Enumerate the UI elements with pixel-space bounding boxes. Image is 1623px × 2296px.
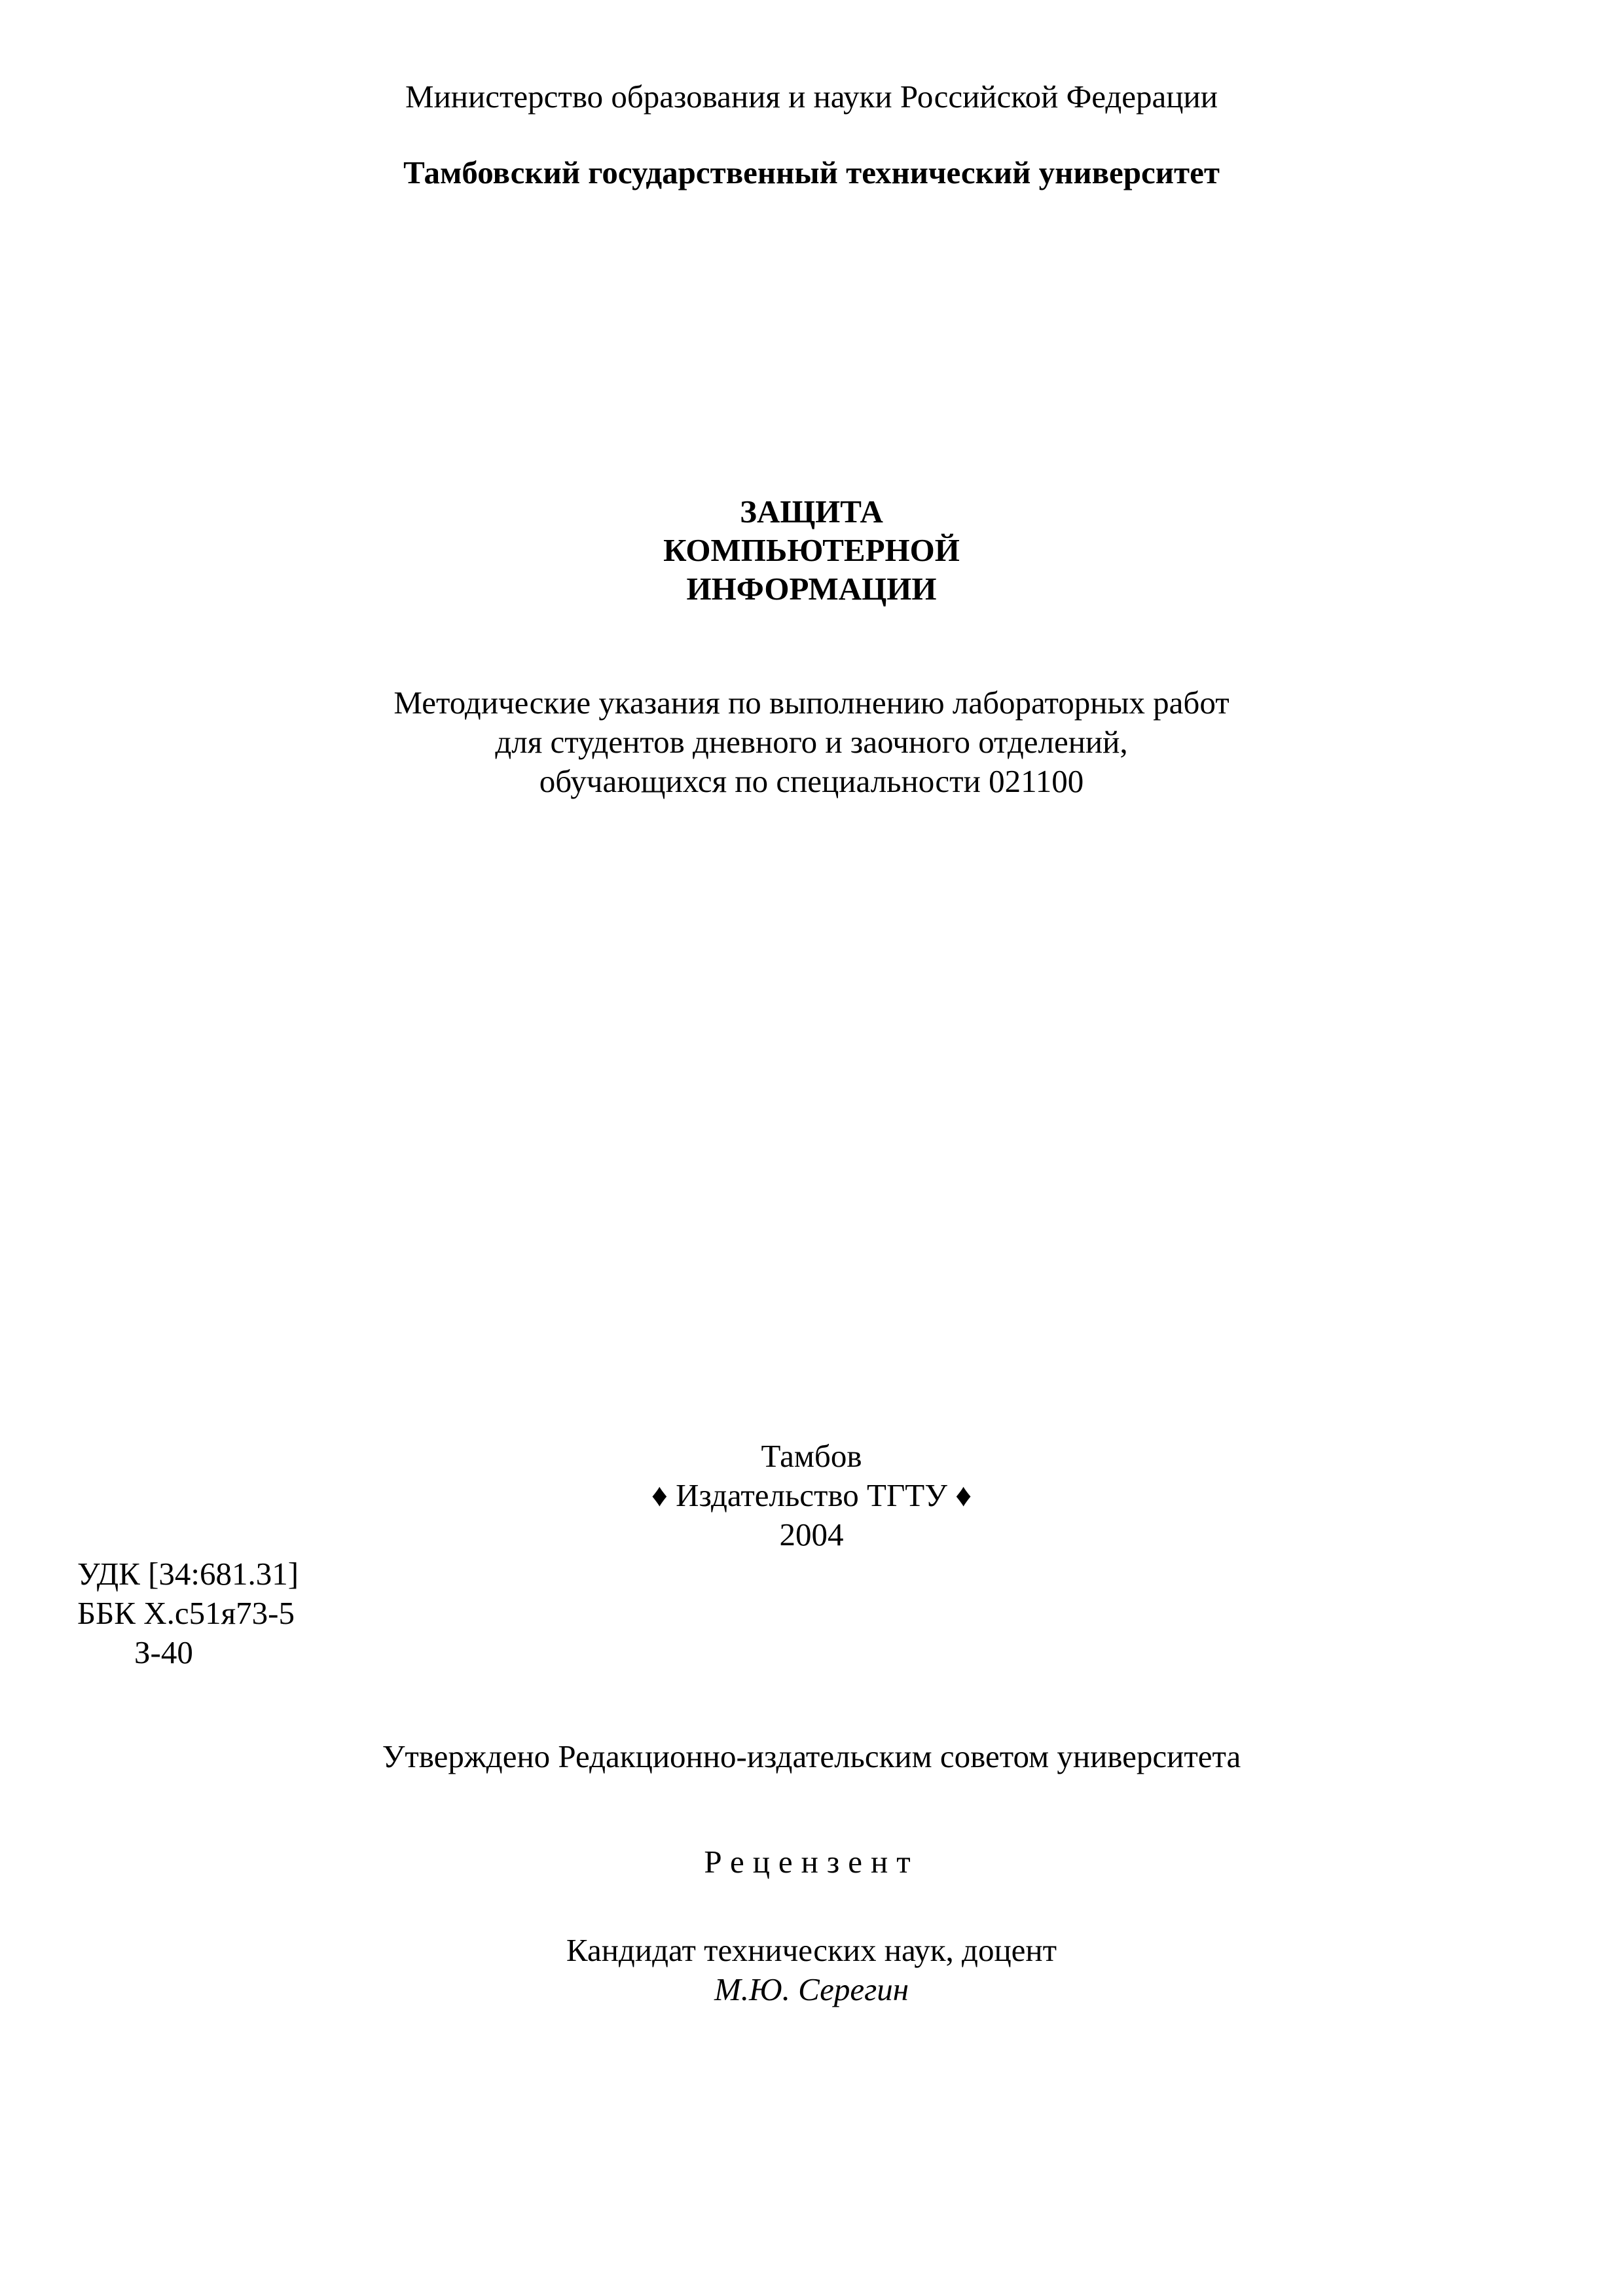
reviewer-heading: Рецензент xyxy=(704,1844,919,1880)
imprint-year: 2004 xyxy=(779,1516,844,1552)
reviewer-degree: Кандидат технических наук, доцент xyxy=(566,1932,1057,1968)
ministry-name: Министерство образования и науки Российской Федерации xyxy=(405,79,1218,115)
title-line-3: ИНФОРМАЦИИ xyxy=(686,571,937,607)
subtitle-line-3: обучающихся по специальности 021100 xyxy=(539,763,1084,799)
subtitle-line-1: Методические указания по выполнению лабораторных работ xyxy=(393,685,1230,721)
author-mark: З-40 xyxy=(134,1634,193,1670)
imprint-city: Тамбов xyxy=(761,1438,862,1474)
bbk-code: ББК Х.с51я73-5 xyxy=(77,1595,295,1631)
subtitle-line-2: для студентов дневного и заочного отделений, xyxy=(495,724,1128,760)
title-line-1: ЗАЩИТА xyxy=(740,493,883,529)
title-line-2: КОМПЬЮТЕРНОЙ xyxy=(663,532,960,568)
udk-code: УДК [34:681.31] xyxy=(77,1556,299,1592)
approval-note: Утверждено Редакционно-издательским советом университета xyxy=(382,1738,1241,1774)
imprint-publisher: ♦ Издательство ТГТУ ♦ xyxy=(651,1477,972,1513)
university-name: Тамбовский государственный технический университет xyxy=(403,154,1220,190)
reviewer-name: М.Ю. Серегин xyxy=(714,1971,909,2007)
